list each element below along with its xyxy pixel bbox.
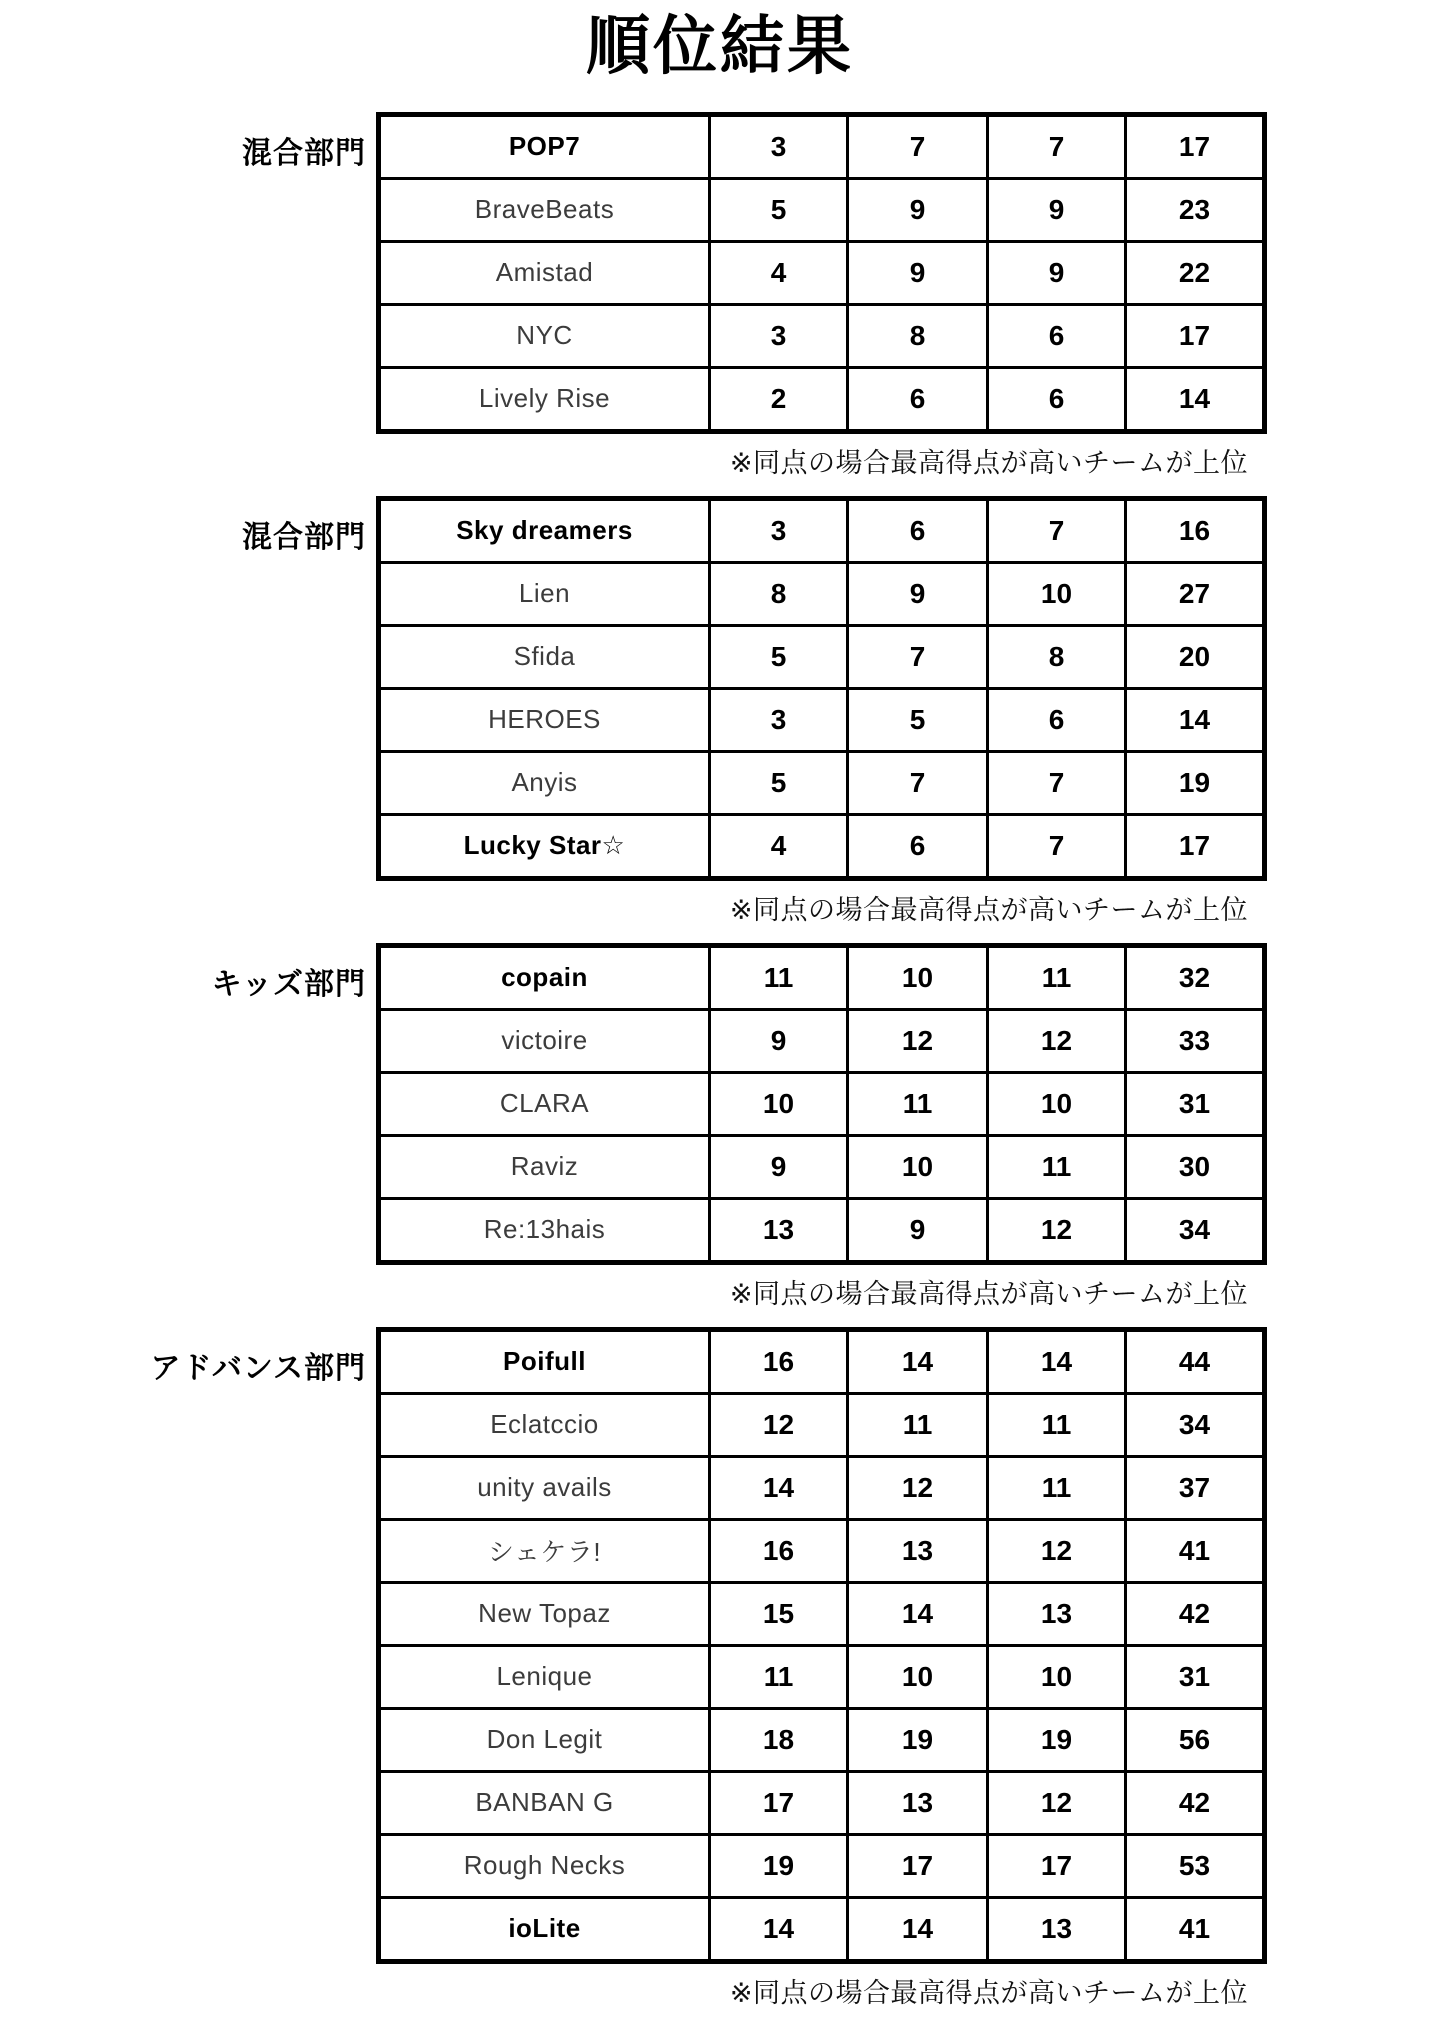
- table-row: [379, 498, 1265, 562]
- score-cell: 4: [710, 241, 848, 304]
- score-cell: 14: [848, 1897, 988, 1961]
- score-cell: 13: [988, 1897, 1126, 1961]
- score-cell: 6: [988, 688, 1126, 751]
- score-cell: 5: [710, 751, 848, 814]
- table-row: [379, 562, 1265, 625]
- score-cell: 11: [710, 1645, 848, 1708]
- table-row: [379, 1897, 1265, 1961]
- table-row: [379, 1009, 1265, 1072]
- team-name-cell: CLARA: [379, 1072, 710, 1135]
- team-name-cell: copain: [379, 945, 710, 1009]
- division-section: [0, 496, 1440, 943]
- team-name-cell: Sky dreamers: [379, 498, 710, 562]
- score-cell: 17: [988, 1834, 1126, 1897]
- score-cell: 13: [710, 1198, 848, 1262]
- total-cell: 17: [1126, 114, 1265, 178]
- total-cell: 19: [1126, 751, 1265, 814]
- score-cell: 9: [848, 178, 988, 241]
- score-cell: 7: [848, 751, 988, 814]
- score-cell: 19: [848, 1708, 988, 1771]
- total-cell: 17: [1126, 304, 1265, 367]
- total-cell: 41: [1126, 1897, 1265, 1961]
- score-cell: 9: [988, 178, 1126, 241]
- score-cell: 3: [710, 688, 848, 751]
- total-cell: 37: [1126, 1456, 1265, 1519]
- team-name-cell: ioLite: [379, 1897, 710, 1961]
- score-cell: 11: [988, 1135, 1126, 1198]
- total-cell: 16: [1126, 498, 1265, 562]
- table-row: [379, 304, 1265, 367]
- score-cell: 12: [710, 1393, 848, 1456]
- team-name-cell: NYC: [379, 304, 710, 367]
- results-table: [376, 1327, 1267, 1964]
- score-cell: 9: [710, 1009, 848, 1072]
- score-cell: 8: [988, 625, 1126, 688]
- table-row: [379, 1393, 1265, 1456]
- score-cell: 13: [848, 1519, 988, 1582]
- score-cell: 14: [848, 1329, 988, 1393]
- score-cell: 9: [710, 1135, 848, 1198]
- score-cell: 6: [988, 304, 1126, 367]
- score-cell: 3: [710, 304, 848, 367]
- score-cell: 12: [988, 1519, 1126, 1582]
- score-cell: 8: [848, 304, 988, 367]
- team-name-cell: Lenique: [379, 1645, 710, 1708]
- tiebreak-note: ※同点の場合最高得点が高いチームが上位: [729, 1278, 1248, 1309]
- results-table: [376, 496, 1267, 881]
- score-cell: 6: [848, 367, 988, 431]
- score-cell: 11: [848, 1072, 988, 1135]
- score-cell: 11: [710, 945, 848, 1009]
- score-cell: 18: [710, 1708, 848, 1771]
- table-wrap: [376, 943, 1267, 1327]
- score-cell: 14: [988, 1329, 1126, 1393]
- total-cell: 34: [1126, 1198, 1265, 1262]
- team-name-cell: New Topaz: [379, 1582, 710, 1645]
- score-cell: 3: [710, 114, 848, 178]
- results-table: [376, 112, 1267, 434]
- divisions-container: [0, 112, 1440, 2026]
- score-cell: 10: [988, 562, 1126, 625]
- total-cell: 32: [1126, 945, 1265, 1009]
- team-name-cell: Rough Necks: [379, 1834, 710, 1897]
- table-row: [379, 1645, 1265, 1708]
- team-name-cell: victoire: [379, 1009, 710, 1072]
- score-cell: 6: [848, 814, 988, 878]
- team-name-cell: unity avails: [379, 1456, 710, 1519]
- table-row: [379, 814, 1265, 878]
- score-cell: 10: [848, 1645, 988, 1708]
- total-cell: 42: [1126, 1771, 1265, 1834]
- team-name-cell: Anyis: [379, 751, 710, 814]
- score-cell: 14: [848, 1582, 988, 1645]
- table-row: [379, 1198, 1265, 1262]
- total-cell: 34: [1126, 1393, 1265, 1456]
- table-row: [379, 1519, 1265, 1582]
- score-cell: 2: [710, 367, 848, 431]
- team-name-cell: Don Legit: [379, 1708, 710, 1771]
- score-cell: 4: [710, 814, 848, 878]
- table-row: [379, 1329, 1265, 1393]
- score-cell: 12: [988, 1771, 1126, 1834]
- tiebreak-note: ※同点の場合最高得点が高いチームが上位: [729, 894, 1248, 925]
- score-cell: 5: [710, 625, 848, 688]
- total-cell: 41: [1126, 1519, 1265, 1582]
- score-cell: 9: [848, 1198, 988, 1262]
- team-name-cell: Lively Rise: [379, 367, 710, 431]
- score-cell: 19: [710, 1834, 848, 1897]
- score-cell: 14: [710, 1456, 848, 1519]
- division-label: 混合部門: [242, 520, 366, 554]
- score-cell: 9: [988, 241, 1126, 304]
- score-cell: 10: [988, 1072, 1126, 1135]
- team-name-cell: BraveBeats: [379, 178, 710, 241]
- score-cell: 17: [848, 1834, 988, 1897]
- team-name-cell: Raviz: [379, 1135, 710, 1198]
- score-cell: 17: [710, 1771, 848, 1834]
- division-label: アドバンス部門: [150, 1351, 366, 1385]
- table-wrap: [376, 496, 1267, 943]
- table-row: [379, 114, 1265, 178]
- total-cell: 30: [1126, 1135, 1265, 1198]
- score-cell: 7: [988, 814, 1126, 878]
- total-cell: 14: [1126, 688, 1265, 751]
- score-cell: 7: [988, 114, 1126, 178]
- table-row: [379, 688, 1265, 751]
- table-row: [379, 1072, 1265, 1135]
- team-name-cell: Amistad: [379, 241, 710, 304]
- score-cell: 8: [710, 562, 848, 625]
- table-wrap: [376, 112, 1267, 496]
- table-row: [379, 178, 1265, 241]
- page-title: 順位結果: [586, 10, 854, 82]
- table-row: [379, 1135, 1265, 1198]
- division-section: [0, 1327, 1440, 2026]
- team-name-cell: HEROES: [379, 688, 710, 751]
- team-name-cell: POP7: [379, 114, 710, 178]
- score-cell: 12: [848, 1456, 988, 1519]
- score-cell: 16: [710, 1329, 848, 1393]
- score-cell: 13: [848, 1771, 988, 1834]
- total-cell: 27: [1126, 562, 1265, 625]
- score-cell: 10: [848, 945, 988, 1009]
- table-row: [379, 625, 1265, 688]
- score-cell: 7: [988, 498, 1126, 562]
- table-row: [379, 367, 1265, 431]
- score-cell: 3: [710, 498, 848, 562]
- total-cell: 44: [1126, 1329, 1265, 1393]
- table-wrap: [376, 1327, 1267, 2026]
- score-cell: 6: [988, 367, 1126, 431]
- table-row: [379, 1771, 1265, 1834]
- total-cell: 17: [1126, 814, 1265, 878]
- score-cell: 7: [848, 625, 988, 688]
- score-cell: 13: [988, 1582, 1126, 1645]
- team-name-cell: Poifull: [379, 1329, 710, 1393]
- table-row: [379, 945, 1265, 1009]
- score-cell: 11: [988, 1456, 1126, 1519]
- score-cell: 14: [710, 1897, 848, 1961]
- table-row: [379, 1708, 1265, 1771]
- score-cell: 7: [848, 114, 988, 178]
- score-cell: 9: [848, 241, 988, 304]
- score-cell: 10: [988, 1645, 1126, 1708]
- score-cell: 12: [988, 1009, 1126, 1072]
- score-cell: 16: [710, 1519, 848, 1582]
- score-cell: 9: [848, 562, 988, 625]
- team-name-cell: Sfida: [379, 625, 710, 688]
- team-name-cell: Lien: [379, 562, 710, 625]
- total-cell: 31: [1126, 1645, 1265, 1708]
- table-row: [379, 1582, 1265, 1645]
- division-label: 混合部門: [242, 136, 366, 170]
- tiebreak-note: ※同点の場合最高得点が高いチームが上位: [729, 447, 1248, 478]
- total-cell: 22: [1126, 241, 1265, 304]
- total-cell: 56: [1126, 1708, 1265, 1771]
- total-cell: 23: [1126, 178, 1265, 241]
- team-name-cell: BANBAN G: [379, 1771, 710, 1834]
- score-cell: 15: [710, 1582, 848, 1645]
- total-cell: 42: [1126, 1582, 1265, 1645]
- score-cell: 12: [848, 1009, 988, 1072]
- table-row: [379, 1834, 1265, 1897]
- division-section: [0, 112, 1440, 496]
- total-cell: 14: [1126, 367, 1265, 431]
- score-cell: 5: [710, 178, 848, 241]
- tiebreak-note: ※同点の場合最高得点が高いチームが上位: [729, 1977, 1248, 2008]
- score-cell: 10: [710, 1072, 848, 1135]
- total-cell: 20: [1126, 625, 1265, 688]
- division-section: [0, 943, 1440, 1327]
- team-name-cell: Eclatccio: [379, 1393, 710, 1456]
- team-name-cell: Lucky Star☆: [379, 814, 710, 878]
- team-name-cell: シェケラ!: [379, 1519, 710, 1582]
- score-cell: 5: [848, 688, 988, 751]
- score-cell: 11: [988, 945, 1126, 1009]
- score-cell: 7: [988, 751, 1126, 814]
- total-cell: 53: [1126, 1834, 1265, 1897]
- score-cell: 10: [848, 1135, 988, 1198]
- table-row: [379, 751, 1265, 814]
- team-name-cell: Re:13hais: [379, 1198, 710, 1262]
- results-table: [376, 943, 1267, 1265]
- score-cell: 11: [848, 1393, 988, 1456]
- total-cell: 31: [1126, 1072, 1265, 1135]
- table-row: [379, 241, 1265, 304]
- score-cell: 19: [988, 1708, 1126, 1771]
- score-cell: 12: [988, 1198, 1126, 1262]
- score-cell: 11: [988, 1393, 1126, 1456]
- total-cell: 33: [1126, 1009, 1265, 1072]
- score-cell: 6: [848, 498, 988, 562]
- division-label: キッズ部門: [211, 967, 366, 1001]
- table-row: [379, 1456, 1265, 1519]
